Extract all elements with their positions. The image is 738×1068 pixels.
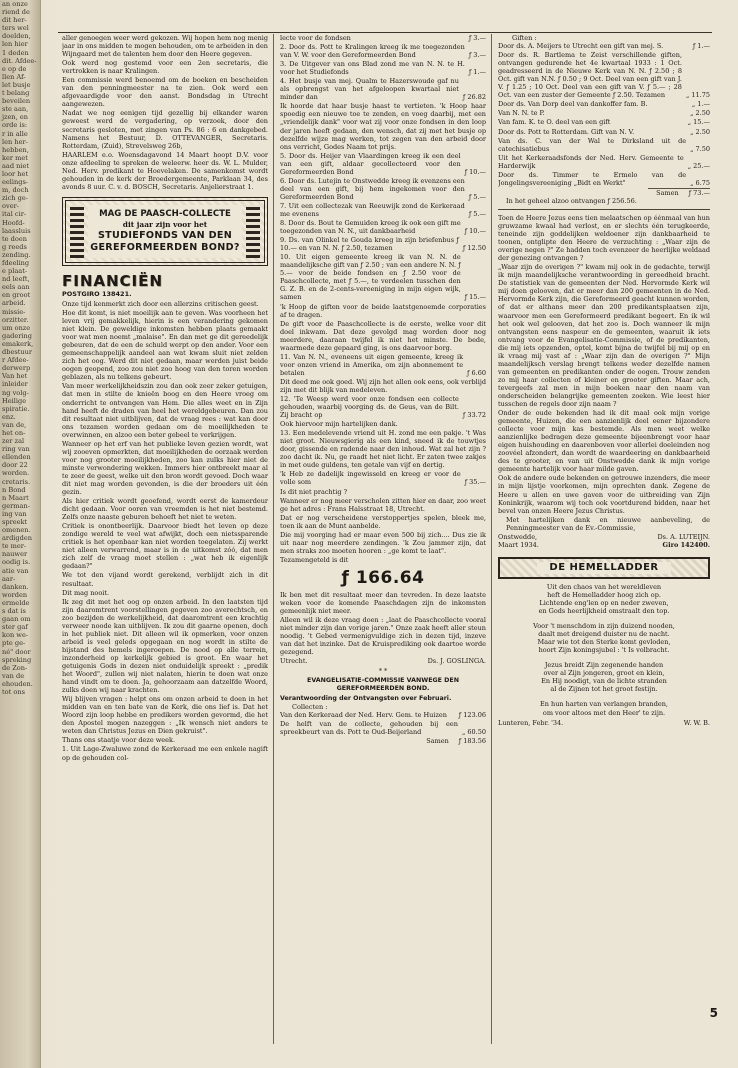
donation-item bbox=[280, 429, 486, 469]
donation-text: 3. De Uitgever van ons Blad zond me van N. N. te H. voor het Studiefonds bbox=[280, 60, 465, 77]
strip-line: s dat is bbox=[2, 607, 26, 616]
poem-signature bbox=[498, 719, 710, 727]
poem-author: W. W. B. bbox=[683, 718, 710, 727]
strip-line: atie van bbox=[2, 566, 29, 575]
strip-line: ng volg- bbox=[2, 388, 29, 397]
donation-amount: ƒ 15.— bbox=[464, 293, 486, 302]
donation-amount: ƒ 10.— bbox=[464, 167, 486, 176]
ornament-border bbox=[70, 205, 84, 258]
donation-item bbox=[498, 128, 710, 136]
donation-item bbox=[280, 219, 486, 235]
signature-line bbox=[280, 657, 486, 665]
callout-text bbox=[88, 205, 242, 258]
strip-line: het on- bbox=[2, 428, 26, 437]
poem-title-box bbox=[498, 557, 710, 579]
donation-text: Ook hiervoor mijn hartelijken dank. bbox=[280, 420, 398, 429]
column-1 bbox=[62, 34, 268, 1064]
strip-line: tot ons bbox=[2, 687, 25, 696]
strip-line: oodig is. bbox=[2, 558, 31, 567]
paragraph: aller genoegen weer werd gekozen. Wij hopen hem nog menig jaar in ons midden te mogen behouden, om te arbeiden in den Wijngaard met de talenten hem door den Heere gegeven. bbox=[62, 34, 268, 59]
donation-text: 'k Heb ze dadelijk ingewisseld en kreeg er voor de volle som bbox=[280, 470, 461, 487]
donation-amount: „ 2.50 bbox=[690, 109, 710, 118]
paragraph: Alleen wil ik deze vraag doen : „laat de Paaschcollecte vooral niet minder zijn dan vorige jaren." Onze zaak heeft aller steun noodig. 't Gebed vermenigvuldige zich in dezen tijd, inzeve van dat het inzinke. Dat de Kruisprediking ook daartoe worde gezegend. bbox=[280, 616, 486, 657]
strip-line: aad niet bbox=[2, 161, 30, 170]
strip-line: an onze bbox=[2, 0, 28, 8]
strip-line: spreking bbox=[2, 655, 32, 664]
donation-item bbox=[280, 303, 486, 319]
paragraph: Van meer werkelijkheidszin zou dan ook zeer zeker getuigen, dat men in stilte de knieën boog en den Heere vroeg om onderricht te ontvangen van Hem. Die alles weet en in Zijn hand heeft de draden van heel het wereldgebeuren. Dan zou dit resultaat niet uitblijven, dat de vraag rees : wat kan door ons tezamen worden gedaan om de moeilijkheden te overwinnen, en alzoo een beter gebeel te verkrijgen. bbox=[62, 382, 268, 439]
donation-text: 'k Hoop de giften voor de beide laatstgenoemde corporaties af te dragen. bbox=[280, 302, 486, 319]
strip-line: arbeid. bbox=[2, 299, 26, 308]
poem-line: Voor 't menschdom in zijn duizend nooden, bbox=[533, 622, 675, 631]
donation-item bbox=[280, 253, 486, 301]
closing-line: Met hartelijken dank en nieuwe aanbeveling, de Penningmeester van de Ev.-Commissie, bbox=[506, 515, 710, 532]
donation-text: Dat er nog verscheidene verstoppertjes spelen, bleek me, toen ik aan de Munt aanbelde. bbox=[280, 513, 486, 530]
strip-line: nauwer bbox=[2, 550, 28, 559]
strip-line: van de bbox=[2, 671, 25, 680]
samen-amount: ƒ 183.56 bbox=[458, 736, 486, 745]
donation-text: Dit deed me ook goed. Wij zijn het allen ook eens, ook verblijd zijn met dit blijk van medeleven. bbox=[280, 377, 486, 394]
donation-amount: „ 6.75 bbox=[690, 178, 710, 187]
donation-item bbox=[498, 109, 710, 117]
strip-line: loor het bbox=[2, 169, 29, 178]
donation-text: De helft van de collecte, gehouden bij een spreekbeurt van ds. Pott te Oud-Beijerland bbox=[280, 719, 458, 736]
donation-text: Is dit niet prachtig ? bbox=[280, 487, 348, 496]
donation-item bbox=[280, 720, 486, 736]
donation-item bbox=[280, 353, 486, 377]
donation-item bbox=[280, 236, 486, 252]
strip-line: len her- bbox=[2, 137, 28, 146]
donation-item bbox=[280, 60, 486, 76]
donation-text: 7. Uit een collectezak van Reeuwijk zond de Kerkeraad me evenens bbox=[280, 201, 465, 218]
donation-text: Van N. N. te P. bbox=[498, 109, 545, 118]
column-rule bbox=[273, 34, 274, 1044]
donation-item bbox=[280, 34, 486, 42]
donation-text: De gift voor de Paaschcollecte is de eerste, welke voor dit doel inkwam. Dat deze gevolgd mag worden door nog meerdere, daaraan twijfel ik niet het minste. De bede, waarmede deze gepaard ging, is ons daarvoor borg. bbox=[280, 319, 486, 352]
donation-item bbox=[280, 531, 486, 555]
strip-line: cretaris. bbox=[2, 477, 31, 486]
strip-line: van de, bbox=[2, 420, 27, 429]
donation-text: Wanneer er nog meer verscholen zitten hier en daar, zoo weet ge het adres : Frans Halsstraat 18, Utrecht. bbox=[280, 496, 486, 513]
donation-text: Door ds. Van Dorp deel van dankoffer fam. B. bbox=[498, 100, 648, 109]
strip-line: orzitter. bbox=[2, 315, 29, 324]
donation-item bbox=[498, 51, 710, 99]
donation-item bbox=[498, 154, 710, 170]
donation-amount: „ 25.— bbox=[687, 161, 710, 170]
donation-text: 8. Door ds. Bout te Gemuiden kreeg ik ook een gift me toegezonden van N. N., uit dankbaarheid bbox=[280, 219, 461, 236]
strip-line: n Maart bbox=[2, 493, 29, 502]
strip-line: ing van bbox=[2, 509, 27, 518]
donation-amount: ƒ 1.— bbox=[692, 42, 710, 51]
paragraph: HAARLEM e.o. Woensdagavond 14 Maart hoopt D.V. voor onze afdeeling te spreken de weleerw. heer ds. W. L. Mulder, Ned. Herv. predikant te Hoevelaken. De samenkomst wordt gehouden in de kerk der Broedergemeente, Parklaan 34, des avonds 8 uur. C. v. d. BOSCH, Secretaris. Anjelierstraat 1. bbox=[62, 150, 268, 191]
strip-line: jzen, en bbox=[2, 113, 29, 122]
callout-line-4: GEREFORMEERDEN BOND? bbox=[90, 241, 240, 253]
strip-line: spreekt bbox=[2, 518, 28, 526]
poem-place: Lunteren, Febr. '34. bbox=[498, 718, 564, 727]
stanza-gap bbox=[498, 654, 710, 661]
strip-line: worden. bbox=[2, 469, 30, 478]
donation-item bbox=[280, 320, 486, 352]
strip-line: danken. bbox=[2, 582, 29, 591]
strip-line: omenen. bbox=[2, 526, 31, 535]
donation-text: Ik hoorde dat haar busje haast te vertieten. 'k Hoop haar spoedig een nieuwe toe te zenden, en voeg daarbij, met een „vriendelijk dank" voor wat zij voor onze fondsen in den loop der jaren heeft gedaan, den wensch, dat zij met het busje op dezelfde wijze mag werken, tot zegen van den arbeid door ons verricht, Godes Naam tot prijs. bbox=[280, 102, 486, 151]
strip-line: Heilige bbox=[2, 396, 27, 405]
strip-line: missie- bbox=[2, 307, 26, 316]
evangelisatie-title: EVANGELISATIE-COMMISSIE VANWEGE DEN GEREFORMEERDEN BOND. bbox=[307, 677, 459, 693]
poem-line: Maar wie tot den Sterke komt gevloden, bbox=[537, 638, 671, 647]
paragraph: Critiek is onontbeerlijk. Daarvoor biedt het leven op deze zondige wereld te veel wat afwijkt, doch een nietssparende critiek is het openbaar kan niet worden toegelaten. Zij werkt niet alleen verwarrend, maar is in de uitkomst zóó, dat men zich zelf de vraag moet stellen : „wat heb ik eigenlijk gedaan?" bbox=[62, 522, 268, 571]
page-number: 5 bbox=[709, 1006, 718, 1020]
donation-text: Uit het Kerkeraadsfonds der Ned. Herv. Gemeente te Harderwijk bbox=[498, 153, 684, 170]
evangelisatie-items bbox=[280, 711, 486, 736]
donation-item bbox=[280, 43, 486, 59]
top-rule bbox=[58, 32, 712, 33]
closing-date-line bbox=[498, 541, 710, 549]
closing-place: Onstwedde, bbox=[498, 532, 538, 541]
donation-text: 6. Door ds. Lutejin te Onstwedde kreeg ik evenzens een deel van een gift, bij hem ingekomen voor den Gereformeerden Bond bbox=[280, 176, 465, 201]
strip-line: beveilen bbox=[2, 97, 31, 106]
strip-line: eels aan bbox=[2, 283, 30, 292]
strip-line: ring van bbox=[2, 445, 30, 454]
donation-text: Door ds. Timmer te Ermelo van de Jongelingsvereeniging „Bidt en Werkt" bbox=[498, 170, 687, 187]
divider bbox=[498, 209, 710, 210]
strip-line: over- bbox=[2, 202, 19, 211]
strip-line: t belang bbox=[2, 89, 30, 98]
poem bbox=[498, 583, 710, 717]
strip-line: gadering bbox=[2, 331, 33, 340]
poem-line: heft de Hemelladder hoog zich op. bbox=[547, 590, 661, 599]
strip-line: ste aan, bbox=[2, 105, 29, 114]
donation-text: 2. Door ds. Pott te Kralingen kreeg ik me toegezonden van V. W. voor den Gereformeerden Bond bbox=[280, 43, 465, 60]
paragraph: Onze tijd kenmerkt zich door een allerzins critischen geest. bbox=[62, 299, 259, 308]
donation-text: Van ds. C. van der Wal te Dirksland uit de catechisatiebus bbox=[498, 136, 687, 153]
donation-text: Door ds. Pott te Rotterdam. Gift van N. V. bbox=[498, 127, 635, 136]
strip-line: len hier bbox=[2, 40, 28, 49]
paragraph: Een commissie werd benoemd om de boeken en bescheiden van den penningmeester na te zien. Ook werd een afgevaardigde voor den aanst. Bondsdag in Utrecht aangewezen. bbox=[62, 76, 268, 109]
gifts-samen-line bbox=[648, 188, 710, 197]
samen-label: Samen bbox=[426, 736, 449, 745]
strip-line: de Zon- bbox=[2, 663, 28, 672]
donation-item bbox=[280, 202, 486, 218]
donation-item bbox=[498, 100, 710, 108]
intro-paragraphs bbox=[62, 34, 268, 191]
adjacent-page-strip bbox=[0, 0, 41, 1068]
donation-item bbox=[280, 395, 486, 419]
donation-text: Tezamengeteld is dit bbox=[280, 555, 349, 564]
donation-text: 13. Een medelevende vriend uit H. zond me een pakje. 't Was niet groot. Nieuwsgierig als een kind, sneed ik de touwtjes door, gissende en radende naar den inhoud. Wat zal het zijn ? zoo dacht ik. Nu, ge raadt het niet licht. Er zaten twee zakjes in met oude guldens, ten getale van vijf en dertig. bbox=[280, 429, 486, 470]
donation-text: lecte voor de fondsen bbox=[280, 34, 351, 42]
donation-amount: „ 11.75 bbox=[685, 91, 710, 100]
financien-body bbox=[62, 300, 268, 762]
strip-line: spiratie. bbox=[2, 404, 30, 413]
gifts-list bbox=[498, 42, 710, 187]
poem-line: daalt met dreigend duister nu de nacht. bbox=[538, 630, 670, 639]
strip-line: riend de bbox=[2, 8, 30, 17]
paragraph: We tot den vijand wordt gerekend, verblijdt zich in dit resultaat. bbox=[62, 571, 268, 588]
poem-title: DE HEMELLADDER bbox=[537, 562, 670, 574]
paragraph: 1. Uit Lage-Zwaluwe zond de Kerkeraad me een enkele nagift op de gehouden col- bbox=[62, 745, 268, 762]
donation-item bbox=[498, 118, 710, 126]
strip-line: doelden, bbox=[2, 32, 31, 41]
strip-line: ker met bbox=[2, 153, 28, 162]
callout-line-1: MAG DE PAASCH-COLLECTE bbox=[99, 208, 231, 219]
total-amount: ƒ 166.64 bbox=[341, 567, 425, 588]
strip-line: ters wel bbox=[2, 24, 29, 33]
donation-amount: „ 15.— bbox=[687, 118, 710, 127]
financien-heading: FINANCIËN bbox=[62, 271, 163, 290]
closing-date: Maart 1934. bbox=[498, 540, 539, 549]
paasch-collecte-callout bbox=[62, 197, 268, 266]
callout-line-2: dit jaar zijn voor het bbox=[122, 219, 208, 229]
strip-line: ster gaf bbox=[2, 623, 28, 632]
signature-place: Utrecht. bbox=[280, 657, 308, 666]
strip-line: door 22 bbox=[2, 461, 28, 470]
donation-text: 5. Door ds. Heijer van Vlaardingen kreeg ik een deel van een gift, aldaar gecollecteerd voor den Gereformeerden Bond bbox=[280, 151, 461, 176]
poem-line: en Gods heerlijkheid omstraalt den top. bbox=[538, 607, 670, 616]
strip-line: r Afdee- bbox=[2, 356, 29, 365]
postgiro-number: POSTGIRO 138421. bbox=[62, 289, 132, 298]
strip-line: ital cir- bbox=[2, 210, 27, 219]
donation-item bbox=[280, 556, 486, 564]
donation-amount: ƒ 3.— bbox=[468, 51, 486, 60]
poem-line: En hun harten van verlangen branden, bbox=[540, 700, 668, 709]
donation-item bbox=[280, 711, 486, 719]
strip-line: e op de bbox=[2, 64, 27, 73]
donation-item bbox=[498, 42, 710, 50]
strip-line: en groot bbox=[2, 291, 31, 300]
stanza-gap bbox=[498, 693, 710, 700]
donation-amount: ƒ 10.— bbox=[464, 227, 486, 236]
paragraph: Nadat we nog eenigen tijd gezellig bij elkander waren geweest werd de vergadering, op verzoek, door den secretaris gesloten, met zingen van Ps. 86 : 6 en dankgebed. Namens het Bestuur, D. OTTEVANGER, Secretaris. Rotterdam, (Zuid), Strevelsweg 26b, bbox=[62, 109, 268, 150]
donation-amount: ƒ 5.— bbox=[468, 209, 486, 218]
donation-amount: „ 2.50 bbox=[690, 127, 710, 136]
closing-signature bbox=[498, 533, 710, 541]
strip-line: gaan om bbox=[2, 615, 31, 624]
donation-text: Die mij voorging had er maar even 500 bij zich.... Dus zie ik uit naar nog meerdere zendingen. 'k Zou jammer zijn, dat men straks zoo moeten hooren : „ge komt te laat". bbox=[280, 530, 486, 555]
donation-item bbox=[280, 470, 486, 486]
paragraph: Wanneer op het erf van het publieke leven gezien wordt, wat wij zooeven opmerkten, dat moeilijkheden de oorzaak werden voor nog grooter moeilijkheden, zoo kan zulks hier niet de minste verwondering wekken. Immers hier ontbreekt maar al te zeer de geest, welke uit den bron wordt gevoed. Doch waar dit niet mag worden gevonden, is die der broeders uit één gezin. bbox=[62, 439, 268, 497]
donation-item bbox=[498, 171, 710, 187]
separator-stars: * * bbox=[378, 667, 388, 676]
strip-line: um onze bbox=[2, 323, 31, 332]
total-received: In het geheel alzoo ontvangen ƒ 256.56. bbox=[506, 196, 637, 205]
strip-line: eelings- bbox=[2, 178, 29, 187]
donation-amount: ƒ 33.72 bbox=[462, 411, 486, 420]
donation-amount: ƒ 3.— bbox=[468, 34, 486, 42]
strip-line: zending. bbox=[2, 250, 31, 259]
strip-line: worden bbox=[2, 590, 28, 599]
donation-amount: ƒ 123.06 bbox=[458, 710, 486, 719]
ornament-border bbox=[246, 205, 260, 258]
strip-line: te mer- bbox=[2, 542, 27, 551]
closing-giro: Giro 142400. bbox=[662, 540, 710, 549]
strip-line: n Bond bbox=[2, 485, 26, 494]
strip-line: kon we- bbox=[2, 631, 29, 640]
donation-text: Door ds. A. Meijers te Utrecht een gift van mej. S. bbox=[498, 42, 664, 51]
paragraph: Ik zeg dit met het oog op onzen arbeid. In den laatsten tijd zijn daaromtrent voorstellingen gegeven zoo averechtsch, en zoo bezijden de werkelijkheid, dat daaromtrent een krachtig verweer noode kan uitblijven. Ik zou dit gaarne openen, doch in het publiek niet. Dit alleen wil ik opmerken, voor onzen arbeid is veel geleds opgegaan en nog wordt in stilte de bijstand des hemels ingeroepen. De nood op alle terrein, inzonderheid op kerkelijk gebied is groot. En waar het getuigenis Gods in dezen niet onduidelijk spreekt : „predik het Woord", zullen wij niet nalaten, hierin te doen wat onze hand vindt om te doen. Ja, gehoorzaam aan datzelfde Woord, zulks doen wij naar krachten. bbox=[62, 597, 268, 695]
donation-item bbox=[280, 514, 486, 530]
donation-amount: ƒ 35.— bbox=[464, 478, 486, 487]
strip-line: Van het bbox=[2, 372, 28, 381]
donation-item bbox=[498, 137, 710, 153]
donation-amount: ƒ 5.— bbox=[468, 192, 486, 201]
donation-text: Van den Kerkeraad der Ned. Herv. Gem. te Huizen bbox=[280, 710, 447, 719]
poem-line: hoort Zijn koningsjubel : 't Is volbracht. bbox=[538, 646, 670, 655]
donation-item bbox=[280, 77, 486, 101]
strip-line: aar- bbox=[2, 574, 16, 583]
strip-line: ardigden bbox=[2, 534, 33, 543]
strip-line: te doen bbox=[2, 234, 27, 243]
strip-line: ellenden bbox=[2, 453, 31, 462]
gifts-samen-label: Samen bbox=[656, 188, 679, 197]
poem-line: Lichtende eng'len op en neder zweven, bbox=[539, 599, 669, 607]
donation-item bbox=[280, 378, 486, 394]
paragraph: Wij blijven vragen : helpt ons om onzen arbeid te doen in het midden van en ten bate van de Kerk, die ons lief is. Dat het Woord zijn loop hebbe en predikers worden gevormd, die het den Apostel mogen nazeggen : „Ik wensch niet anders te weten dan Christus Jezus en Dien gekruist". bbox=[62, 695, 268, 736]
donation-item bbox=[280, 497, 486, 513]
strip-line: orde is: bbox=[2, 121, 28, 130]
poem-line: al de Zijnen tot het groot festijn. bbox=[550, 685, 658, 694]
donation-item bbox=[280, 488, 486, 496]
donation-text: 11. Van N. N., eveneens uit eigen gemeente, kreeg ik voor onzen vriend in Amerika, om zijn abonnement te betalen bbox=[280, 352, 464, 377]
strip-line: fdeeling bbox=[2, 259, 30, 267]
after-total-text bbox=[280, 591, 486, 656]
strip-line: dit. Afdee- bbox=[2, 56, 37, 65]
strip-line: emakerk, bbox=[2, 339, 34, 348]
donation-amount: ƒ 1.— bbox=[468, 68, 486, 77]
donation-item bbox=[280, 102, 486, 150]
commentary-body bbox=[498, 214, 710, 515]
strip-line: zer zal bbox=[2, 437, 25, 446]
donation-amount: ƒ 12.50 bbox=[462, 244, 486, 253]
donation-item bbox=[280, 152, 486, 176]
stanza-gap bbox=[498, 615, 710, 622]
strip-line: Hoofd- bbox=[2, 218, 25, 227]
poem-line: Uit den chaos van het wereldleven bbox=[546, 582, 662, 591]
strip-line: pte ge- bbox=[2, 639, 26, 648]
strip-line: r in alle bbox=[2, 129, 28, 138]
strip-line: llen Af- bbox=[2, 72, 26, 81]
donation-amount: „ 7.50 bbox=[690, 144, 710, 153]
poem-line: over al Zijn jongeren, groot en klein, bbox=[543, 669, 665, 678]
donation-text: 9. Ds. van Olinkel te Gouda kreeg in zijn briefenbus ƒ 10.— en van N. N. ƒ 2.50, tezamen bbox=[280, 236, 459, 253]
strip-line: german- bbox=[2, 501, 30, 510]
paragraph: „Waar zijn de overigen ?" kwam mij ook in de gedachte, terwijl ik mijn maandelijksche verantwoording in gereedheid bracht. De statistiek van de gemeenten der Ned. Hervormde Kerk wil mij doen gelooven, dat er meer dan 200 gemeenten in de Ned. Hervormde Kerk zijn, die Gereformeerd geacht kunnen worden, of dat er althans meer dan 200 predikantsplaatsen zijn, waarvoor men een Gereformeerd predikant begeert. En ik wil het ook wel gelooven, dat het zoo is. Doch wanneer ik mijn ontvangsten eens naspeur en de gemeenten, waaruit ik iets ontvang voor de Evangelisatie-Commissie, of de predikanten, die mij iets opzenden, optel, komt bijna de twijfel bij mij op en ik vraag mij vast af : „Waar zijn dan de overigen ?" Mijn maandelijksch verslag brengt telkens weder dezelfde namen van gemeenten en predikanten onder de oogen. Trouw zenden zo mij haar collecten of kleiner en grooter giften. Maar ach, tevergeefs zal men in mijn boeken naar den naam van onderscheiden belangrijke gemeenten zoeken. Wie leest hier tusschen de regels door zijn naam ? bbox=[498, 263, 710, 409]
strip-line: dbestuur bbox=[2, 348, 33, 357]
donation-item bbox=[280, 420, 486, 428]
donation-list bbox=[280, 34, 486, 564]
collecten-label: Collecten : bbox=[292, 702, 328, 711]
strip-line: derwerp bbox=[2, 364, 31, 373]
strip-line: e plaat- bbox=[2, 267, 28, 276]
strip-line: let busje bbox=[2, 80, 31, 89]
callout-line-3: STUDIEFONDS VAN DEN bbox=[97, 229, 233, 241]
strip-line: ehouden. bbox=[2, 679, 33, 688]
strip-line: laassluis bbox=[2, 226, 31, 235]
paragraph: Ook de andere oude bekenden en getrouwe inzenders, die meer in mijn lijstje voorkomen, mijn oprechten dank. Zegene de Heere u allen en uwe gaven voor de uitbreiding van Zijn Koninkrijk, waarom wij toch ook voortdurend bidden, naar het bevel van onzen Heere Jezus Christus. bbox=[498, 474, 710, 515]
strip-line: hebben, bbox=[2, 145, 29, 154]
gifts-samen-amount: ƒ 73.— bbox=[688, 188, 710, 197]
strip-line: nd leeft, bbox=[2, 275, 30, 284]
paragraph: Onder de oude bekenden had ik dit maal ook mijn vorige gemeente, Huizen, die een aanzienlijk deel eener bijzondere collecte voor mijn kas bestemde. Als men weet welke aanzienlijke bedragen deze gemeente bijeenbrengt voor haar eigen huishouding en daarenboven voor allerlei doeleinden nog zoovéel afzondert, dan wordt de waardeering en dankbaarheid des te grooter, en van uit Onstwedde dank ik mijn vorige gemeente hartelijk voor haar milde gaven. bbox=[498, 409, 710, 474]
poem-line: om voor altoos met den Heer' te zijn. bbox=[542, 708, 666, 717]
donation-amount: ƒ 6.60 bbox=[467, 368, 486, 377]
paragraph: Ik ben met dit resultaat meer dan tevreden. In deze laatste weken voor de komende Paaschdagen zijn de inkomsten gemeenlijk niet meer. bbox=[280, 590, 486, 616]
column-2 bbox=[280, 34, 486, 1064]
donation-text: 4. Het busje van mej. Qualm te Hazerswoude gaf nu als opbrengst van het afgeloopen kwartaal niet minder dan bbox=[280, 77, 459, 102]
strip-line: 1 deden bbox=[2, 48, 29, 57]
donation-item bbox=[280, 177, 486, 201]
paragraph: Dit mag nooit. bbox=[62, 588, 110, 597]
strip-line: inleider bbox=[2, 380, 28, 389]
donation-text: Van fam. K. te O. deel van een gift bbox=[498, 118, 611, 127]
column-3 bbox=[498, 34, 710, 1064]
samen-line bbox=[280, 737, 486, 745]
strip-line: g reeds bbox=[2, 242, 27, 251]
donation-amount: ƒ 26.82 bbox=[462, 93, 486, 102]
poem-line: En Hij noodigt, van de lichte stranden bbox=[541, 677, 667, 686]
strip-line: dit her- bbox=[2, 16, 27, 25]
strip-line: enz. bbox=[2, 412, 16, 421]
strip-line: né" door bbox=[2, 647, 31, 656]
paragraph: Toen de Heere Jezus eens tien melaatschen op éénmaal van hun gruwzame kwaal had verlost, en er slechts één terugkeerde, teneinde zijn goddelijken weldoener zijn dankbaarheid te toonen, ontglipte den Heere de verzuchting : „Waar zijn de overige negen ?" Ze hadden toch evenzeer de heerlijke weldaad der genezing ontvangen ? bbox=[498, 213, 710, 263]
donation-amount: „ 1.— bbox=[691, 100, 710, 109]
signature-name: Ds. J. GOSLINGA. bbox=[427, 657, 486, 666]
donation-text: Door ds. R. Bartlema te Zeist verschillende giften, ontvangen gedurende het 4e kwartaal 1933 : 1 Oct. geadresseerd in de Nieuwe Kerk van N. N. ƒ 2.50 ; 8 Oct. gift van N.N. ƒ 0.50 ; 9 Oct. Deel van een gift van J. V. ƒ 1.25 ; 10 Oct. Deel van een gift van V. ƒ 5.— ; 28 Oct. van een zuster der Gemeente ƒ 2.50. Tezamen bbox=[498, 51, 682, 100]
paragraph: Als hier critiek wordt geoefend, wordt eerst de kamerdeur dicht gedaan. Voor ooren van vreemden is het niet bestemd. Zelfs onze naaste geburen behoeft het niet te weten. bbox=[62, 497, 268, 522]
paragraph: Ook werd nog gestemd voor een 2en secretaris, die vertrokken is naar Kralingen. bbox=[62, 59, 268, 76]
strip-line: zich ge- bbox=[2, 194, 28, 203]
donation-amount: „ 60.50 bbox=[461, 727, 486, 736]
giften-label: Giften : bbox=[512, 34, 537, 42]
donation-text: 10. Uit eigen gemeente kreeg ik van N. N. de maandelijksche gift van ƒ 2.50 ; van een andere N. N. ƒ 5.— voor de beide fondsen en ƒ 2.50 voor de Paaschcollecte, met ƒ 5.—, te verdeelen tusschen den G. Z. B. en de 2-cents-vereeniging in mijn eigen wijk, samen bbox=[280, 253, 461, 302]
strip-line: ermelde bbox=[2, 598, 30, 607]
paragraph: Thans ons staatje voor deze week. bbox=[62, 736, 176, 745]
strip-line: m, doch bbox=[2, 186, 29, 195]
poem-line: Jezus breidt Zijn zegenende handen bbox=[544, 661, 664, 670]
evangelisatie-subtitle: Verantwoording der Ontvangsten over Februari. bbox=[280, 694, 452, 702]
closing-name: Ds. A. LUTEIJN. bbox=[657, 532, 710, 541]
paragraph: Hoe dit komt, is niet moeilijk aan te geven. Was voorheen het leven vrij gemakkelijk, hierin is een verandering gekomen niet klein. De geweldige inkomsten hebben plaats gemaakt voor wat men noemt „malaise". En dan met ge dit gereedelijk gebeuren, dat de een de schuld werpt op den ander. Voor een gemeenschappelijk aandeel aan wat kwam sluit niet zelden zich het oog. Werd dit niet gedaan, maar werden juist beide oogen geopend, zoo zou niet zoo hoog van den toren worden geblazen, als nu telkens gebeurt. bbox=[62, 308, 268, 382]
donation-text: 12. 'Te Weesp werd voor onze fondsen een collecte gehouden, waarbij voorging ds. de Geus, van de Bilt. Zij bracht op bbox=[280, 395, 459, 420]
column-rule bbox=[491, 34, 492, 1044]
